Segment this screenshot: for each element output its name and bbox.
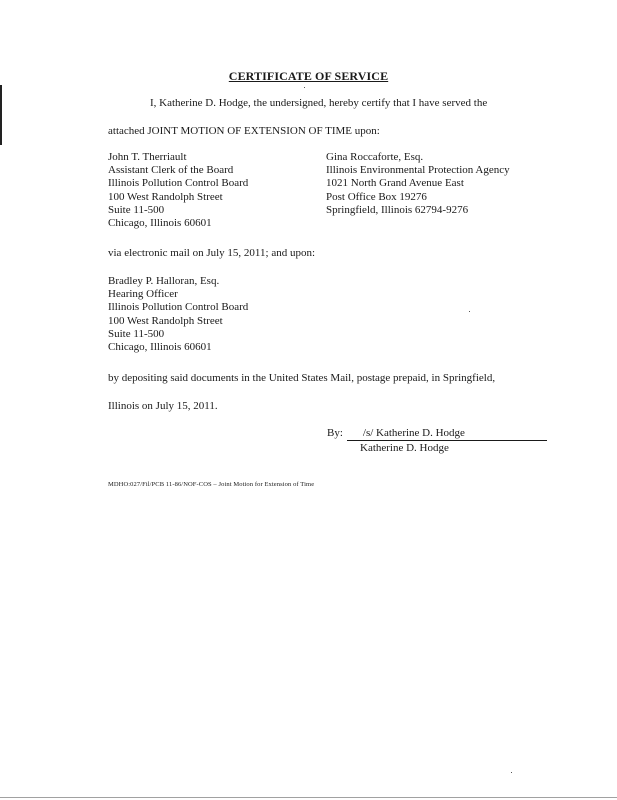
address-line: Illinois Environmental Protection Agency [326, 164, 510, 177]
address-line: Assistant Clerk of the Board [108, 164, 234, 177]
electronic-signature: /s/ Katherine D. Hodge [347, 426, 547, 441]
deposit-line-1: by depositing said documents in the United States Mail, postage prepaid, in Springfield, [108, 372, 496, 384]
address-line: Chicago, Illinois 60601 [108, 216, 212, 229]
address-line: Post Office Box 19276 [326, 190, 427, 203]
address-line: Hearing Officer [108, 288, 178, 301]
scan-edge-mark [0, 85, 2, 145]
deposit-line-2: Illinois on July 15, 2011. [108, 400, 218, 412]
address-line: Chicago, Illinois 60601 [108, 340, 212, 353]
via-email-line: via electronic mail on July 15, 2011; and upon: [108, 247, 316, 259]
recipient-address-second [108, 275, 248, 354]
by-label: By: [327, 427, 343, 439]
address-line: Gina Roccaforte, Esq. [326, 151, 424, 163]
scan-edge-line [0, 797, 617, 798]
address-line: John T. Therriault [108, 151, 187, 163]
address-line: Illinois Pollution Control Board [108, 301, 249, 314]
intro-line-2: attached JOINT MOTION OF EXTENSION OF TIME upon: [108, 125, 380, 137]
scan-speck [469, 311, 470, 312]
signature-block [327, 426, 547, 455]
address-line: Springfield, Illinois 62794-9276 [326, 203, 469, 216]
recipient-address-right [326, 151, 510, 217]
scan-speck [511, 772, 512, 773]
address-line: Suite 11-500 [108, 203, 165, 216]
address-line: Illinois Pollution Control Board [108, 177, 249, 190]
intro-line-1: I, Katherine D. Hodge, the undersigned, hereby certify that I have served the [150, 97, 488, 109]
recipient-address-left [108, 151, 248, 230]
address-line: Suite 11-500 [108, 327, 165, 340]
document-title: CERTIFICATE OF SERVICE [228, 69, 389, 83]
printed-name: Katherine D. Hodge [360, 442, 449, 454]
signature-row [327, 426, 547, 441]
scan-speck [304, 87, 305, 88]
address-line: 1021 North Grand Avenue East [326, 177, 464, 190]
document-reference: MDHO:027/Fil/PCB 11-86/NOF-COS – Joint Motion for Extension of Time [108, 481, 315, 488]
address-line: 100 West Randolph Street [108, 190, 223, 203]
address-line: 100 West Randolph Street [108, 314, 223, 327]
address-line: Bradley P. Halloran, Esq. [108, 275, 220, 287]
